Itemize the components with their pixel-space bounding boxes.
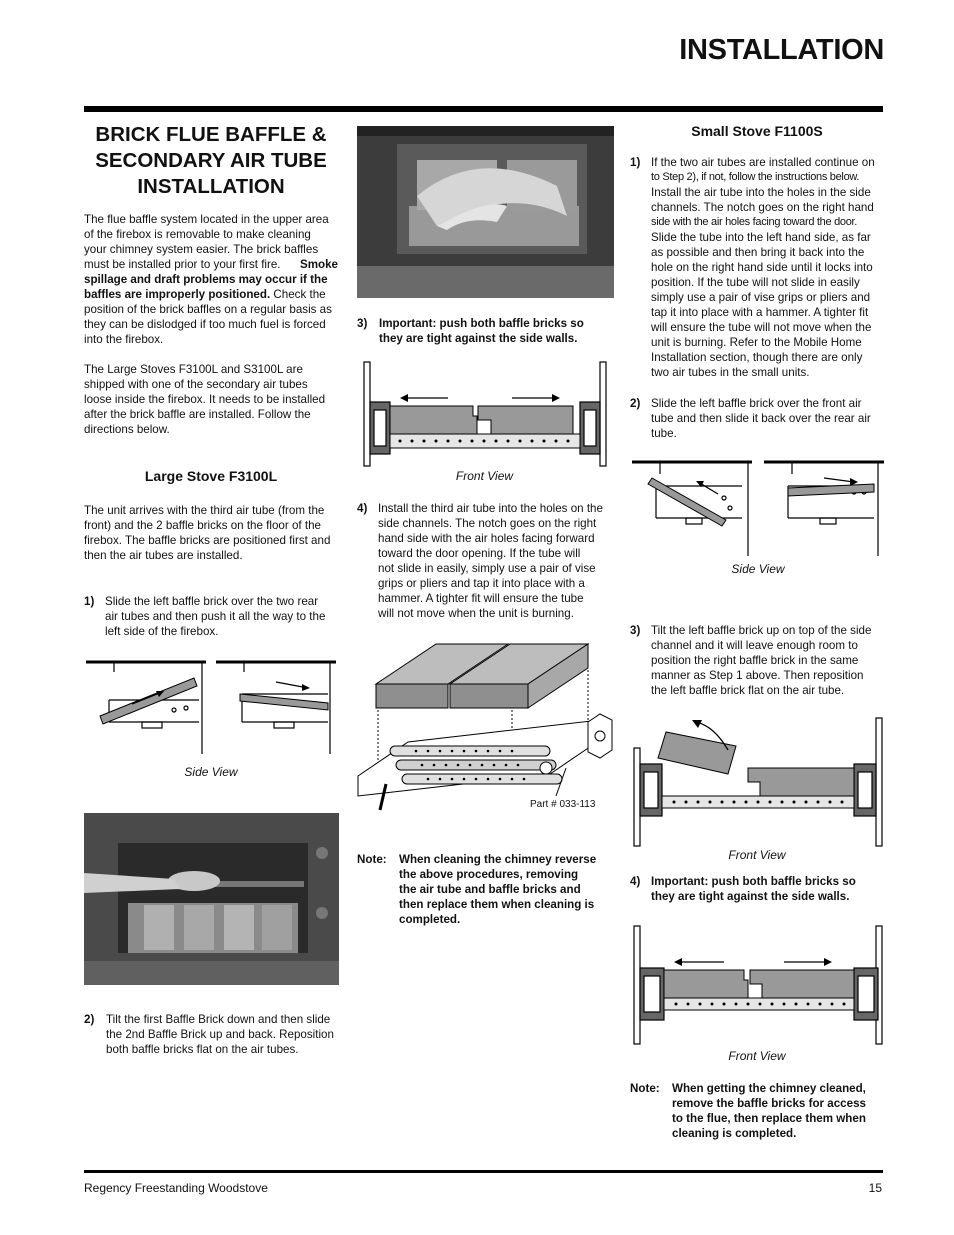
front-view-diagram-push (632, 924, 884, 1046)
heading-line: BRICK FLUE BAFFLE & (95, 123, 327, 146)
intro-paragraph: The flue baffle system located in the upper area of the firebox is removable to make cleaning your chimney system easier. The brick baffles must be installed prior to your first fire. Smoke spillage and draft problems may occur if the baffles are improperly positioned. Check the position of the brick baffles on a regular basis as they can be dislodged if too much fuel is forced into the firebox. (84, 213, 338, 346)
step-4-large: 4) Install the third air tube into the holes on the side channels. The notch goes on the right hand side with the air holes facing forward toward the door opening. If the tube will not slide in easily, simply use a pair of vise grips or pliers and tap it into place with a hammer. A tighter fit will ensure the tube will not move when the unit is burning. (357, 502, 603, 620)
part-number-label: Part # 033-113 (530, 799, 596, 810)
caption-front-view-small-1: Front View (728, 848, 786, 862)
step-3-large: 3) Important: push both baffle bricks so they are tight against the side walls. (357, 317, 584, 345)
heading-line: INSTALLATION (137, 175, 285, 198)
caption-side-view-small: Side View (731, 562, 785, 576)
step-2-large: 2) Tilt the first Baffle Brick down and then slide the 2nd Baffle Brick up and back. Reposition both baffle bricks flat on the air tubes. (84, 1013, 334, 1056)
side-view-diagram-small (630, 456, 886, 558)
step-1-large: 1) Slide the left baffle brick over the two rear air tubes and then push it all the way to the left side of the firebox. (84, 595, 326, 638)
caption-front-view: Front View (455, 469, 514, 483)
photo-baffle-insertion (357, 126, 614, 298)
section-heading (84, 122, 338, 200)
footer-rule (84, 1170, 883, 1173)
step-1-small: 1) If the two air tubes are installed continue on to Step 2), if not, follow the instructions below. Install the air tube into the holes in the side channels. The notch goes on the right hand side with the air holes facing toward the door. Slide the tube into the left hand side, as far as possible and then bring it back into the hole on the right hand side until it locks into position. If the tube will not slide in easily simply use a pair of vise grips or pliers and tap it into place with a hammer. A tighter fit will ensure the tube will not move when the unit is burning. Refer to the Mobile Home Installation section, though there are only two air tubes in the small units. (630, 156, 875, 379)
front-view-diagram-tilt (632, 712, 884, 848)
heading-line: SECONDARY AIR TUBE (95, 149, 327, 172)
caption-side-view: Side View (184, 765, 238, 779)
note-chimney: Note: When getting the chimney cleaned, remove the baffle bricks for access to the flue, then replace them when cleaning is completed. (630, 1082, 866, 1140)
stove-paragraph: The Large Stoves F3100L and S3100L are shipped with one of the secondary air tubes loose inside the firebox. It needs to be installed after the brick baffle are installed. Follow the directions below. (84, 363, 326, 436)
step-4-small: 4) Important: push both baffle bricks so they are tight against the side walls. (630, 875, 856, 903)
subheading-large-stove: Large Stove F3100L (144, 468, 278, 484)
step-3-small: 3) Tilt the left baffle brick up on top of the side channel and it will leave enough room to position the right baffle brick in the same manner as Step 1 above. Then reposition the left baffle brick flat on the air tube. (630, 624, 872, 697)
page-title: INSTALLATION (679, 34, 884, 66)
footer-title: Regency Freestanding Woodstove (84, 1181, 268, 1195)
arrival-paragraph: The unit arrives with the third air tube (from the front) and the 2 baffle bricks on the floor of the firebox. The baffle bricks are positioned first and then the air tubes are installed. (84, 504, 331, 562)
header-rule (84, 106, 883, 112)
note-cleaning: Note: When cleaning the chimney reverse the above procedures, removing the air tube and baffle bricks and then replace them when cleaning is completed. (357, 853, 597, 926)
air-holes (399, 440, 570, 443)
page-number: 15 (868, 1181, 882, 1195)
caption-front-view-small-2: Front View (728, 1049, 786, 1063)
photo-firebox-baffle (84, 813, 339, 985)
isometric-tube-diagram (356, 640, 614, 818)
side-view-diagram-large (84, 656, 340, 756)
step-2-small: 2) Slide the left baffle brick over the front air tube and then slide it back over the rear air tube. (630, 397, 871, 440)
subheading-small-stove: Small Stove F1100S (691, 123, 823, 139)
front-view-diagram-large (360, 360, 612, 470)
